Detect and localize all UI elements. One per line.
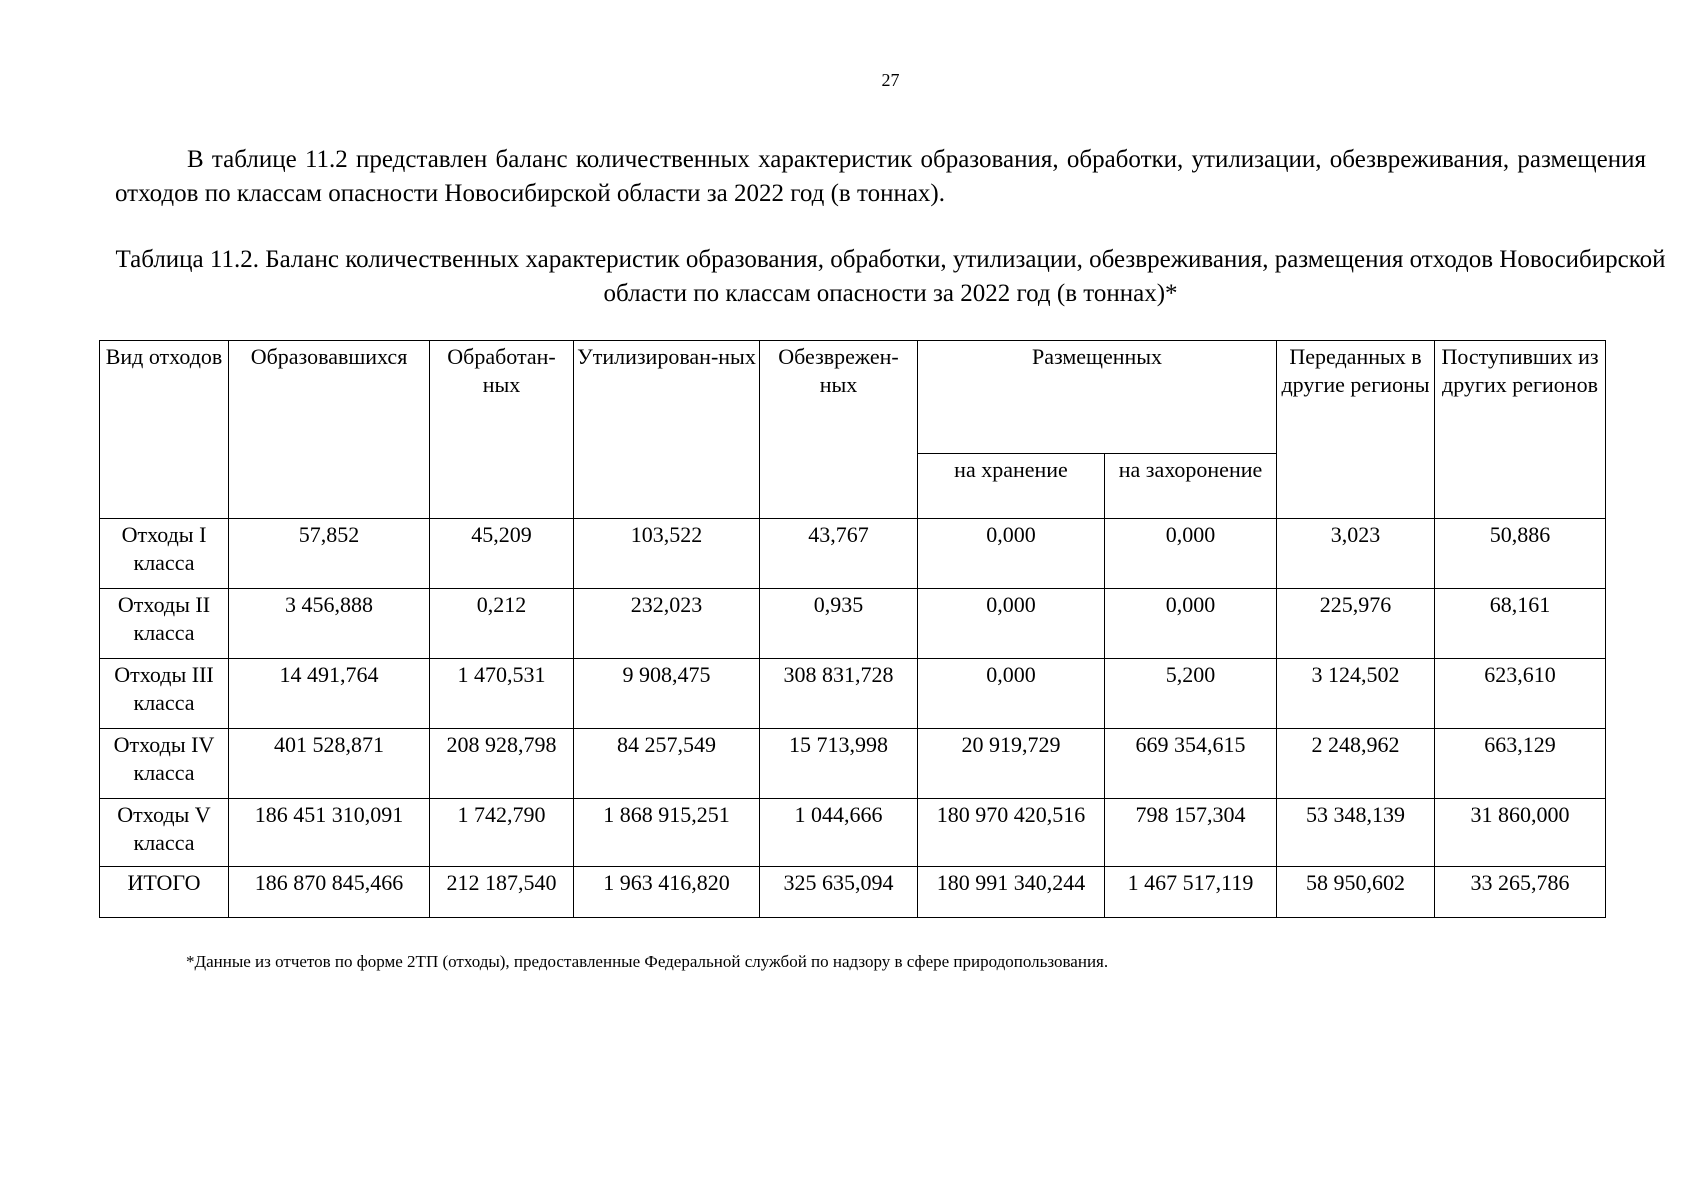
cell-neutralized: 325 635,094 <box>760 867 918 918</box>
cell-generated: 57,852 <box>229 519 430 589</box>
cell-burial: 5,200 <box>1105 659 1277 729</box>
cell-burial: 1 467 517,119 <box>1105 867 1277 918</box>
cell-storage: 180 970 420,516 <box>918 799 1105 867</box>
cell-burial: 798 157,304 <box>1105 799 1277 867</box>
header-utilized: Утилизирован-ных <box>574 341 760 519</box>
cell-transferred: 3 124,502 <box>1277 659 1435 729</box>
cell-waste-type: ИТОГО <box>100 867 229 918</box>
header-storage: на хранение <box>918 454 1105 519</box>
cell-processed: 45,209 <box>430 519 574 589</box>
cell-generated: 3 456,888 <box>229 589 430 659</box>
cell-received: 50,886 <box>1435 519 1606 589</box>
cell-received: 68,161 <box>1435 589 1606 659</box>
table-row <box>100 519 1606 589</box>
cell-storage: 0,000 <box>918 659 1105 729</box>
cell-utilized: 1 963 416,820 <box>574 867 760 918</box>
cell-generated: 186 870 845,466 <box>229 867 430 918</box>
cell-waste-type: Отходы V класса <box>100 799 229 867</box>
cell-neutralized: 308 831,728 <box>760 659 918 729</box>
cell-processed: 1 470,531 <box>430 659 574 729</box>
cell-storage: 180 991 340,244 <box>918 867 1105 918</box>
cell-neutralized: 15 713,998 <box>760 729 918 799</box>
cell-storage: 0,000 <box>918 519 1105 589</box>
footnote: *Данные из отчетов по форме 2ТП (отходы), предоставленные Федеральной службой по надзору в сфере природопользования. <box>186 952 1109 971</box>
cell-generated: 186 451 310,091 <box>229 799 430 867</box>
header-neutralized: Обезврежен-ных <box>760 341 918 519</box>
intro-paragraph: В таблице 11.2 представлен баланс количественных характеристик образования, обработки, утилизации, обезвреживания, размещения отходов по классам опасности Новосибирской области за 2022 год (в тоннах). <box>115 146 1646 207</box>
cell-processed: 208 928,798 <box>430 729 574 799</box>
header-transferred: Переданных в другие регионы <box>1277 341 1435 519</box>
cell-storage: 0,000 <box>918 589 1105 659</box>
cell-utilized: 1 868 915,251 <box>574 799 760 867</box>
table-row <box>100 589 1606 659</box>
cell-neutralized: 43,767 <box>760 519 918 589</box>
cell-waste-type: Отходы IV класса <box>100 729 229 799</box>
cell-transferred: 2 248,962 <box>1277 729 1435 799</box>
cell-processed: 1 742,790 <box>430 799 574 867</box>
cell-generated: 14 491,764 <box>229 659 430 729</box>
header-waste-type: Вид отходов <box>100 341 229 519</box>
table-header <box>100 341 1606 519</box>
cell-generated: 401 528,871 <box>229 729 430 799</box>
cell-utilized: 84 257,549 <box>574 729 760 799</box>
cell-received: 663,129 <box>1435 729 1606 799</box>
cell-transferred: 225,976 <box>1277 589 1435 659</box>
cell-burial: 0,000 <box>1105 589 1277 659</box>
header-processed: Обработан-ных <box>430 341 574 519</box>
table-row <box>100 799 1606 867</box>
header-placed: Размещенных <box>918 341 1277 454</box>
cell-waste-type: Отходы III класса <box>100 659 229 729</box>
cell-processed: 0,212 <box>430 589 574 659</box>
table-row <box>100 729 1606 799</box>
page-number: 27 <box>881 70 900 90</box>
table-body <box>100 519 1606 918</box>
header-generated: Образовавшихся <box>229 341 430 519</box>
cell-utilized: 232,023 <box>574 589 760 659</box>
cell-received: 31 860,000 <box>1435 799 1606 867</box>
cell-waste-type: Отходы II класса <box>100 589 229 659</box>
table-row <box>100 659 1606 729</box>
cell-burial: 669 354,615 <box>1105 729 1277 799</box>
cell-neutralized: 0,935 <box>760 589 918 659</box>
cell-storage: 20 919,729 <box>918 729 1105 799</box>
header-burial: на захоронение <box>1105 454 1277 519</box>
cell-received: 623,610 <box>1435 659 1606 729</box>
header-received: Поступивших из других регионов <box>1435 341 1606 519</box>
cell-utilized: 103,522 <box>574 519 760 589</box>
cell-burial: 0,000 <box>1105 519 1277 589</box>
cell-utilized: 9 908,475 <box>574 659 760 729</box>
cell-transferred: 53 348,139 <box>1277 799 1435 867</box>
table-caption: Таблица 11.2. Баланс количественных характеристик образования, обработки, утилизации, обезвреживания, размещения отходов Новосибирской области по классам опасности за 2022 год (в тоннах)* <box>115 246 1666 307</box>
cell-transferred: 3,023 <box>1277 519 1435 589</box>
cell-neutralized: 1 044,666 <box>760 799 918 867</box>
cell-received: 33 265,786 <box>1435 867 1606 918</box>
cell-transferred: 58 950,602 <box>1277 867 1435 918</box>
waste-balance-table <box>99 340 1606 918</box>
cell-waste-type: Отходы I класса <box>100 519 229 589</box>
total-row <box>100 867 1606 918</box>
cell-processed: 212 187,540 <box>430 867 574 918</box>
